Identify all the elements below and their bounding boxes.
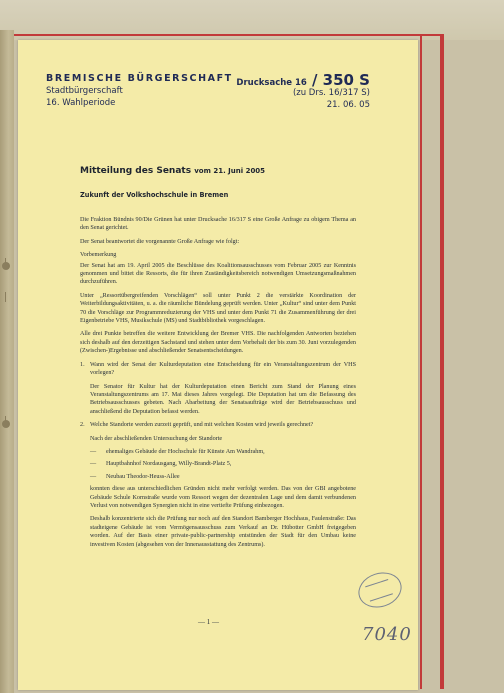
preface-paragraph: Alle drei Punkte betreffen die weitere Entwicklung der Bremer VHS. Die nachfolgenden Antworten beziehen sich deshalb auf den derzeitigen Sachstand und stehen unter dem Vorbehalt der bis zum 30. Juni vorzulegenden (Zwischen-)Ergebnisse und abschließender Senatsentscheidungen. [80,331,356,355]
question-number: 2. [80,422,85,429]
answer-2-paragraph: Deshalb konzentrierte sich die Prüfung nur noch auf den Standort Bamberger Hochhaus, Faulenstraße: Das stadteigene Gebäude ist vom Vermögensausschuss zum Verkauf an Dr. Hübotter GmbH freigegeben worden. Auf der Basis einer private-public-partnership entstünden der Stadt für den Umbau keine investiven Kosten (abgesehen von der Innenausstattung des Zentrums). [90,516,356,548]
answer-1: Der Senator für Kultur hat der Kulturdeputation einen Bericht zum Stand der Planung eines Veranstaltungszentrums am 17. Mai dieses Jahres vorgelegt. Die Deputation hat um die Befassung des Betriebsausschusses gebeten. Nach Abarbeitung der Senatsaufträge wird der Betriebsausschuss und anschließend die Deputation befasst werden. [90,383,356,415]
folder-spine [420,34,442,689]
preface-paragraph: Unter „Ressortübergreifenden Vorschlägen“ soll unter Punkt 2 die verstärkte Koordination der Weiterbildungsaktivitäten, u. a. die räumliche Bündelung geprüft werden. Unter „Kultur“ sind unter dem Punkt 70 die Vorschläge zur Programmreduzierung der VHS und unter dem Punkt 71 die Zusammenführung der drei Eigenbetriebe VHS, Musikschule (MS) und Stadtbibliothek vorgeschlagen. [80,292,356,325]
dash-bullet: — [90,473,97,480]
answer-2-paragraph: konnten diese aus unterschiedlichen Gründen nicht mehr verfolgt werden. Das von der GBI angebotene Gebäude Schule Kornstraße wurde vom Ressort wegen der dezentralen Lage und dem damit verbundenen Verlust von notwendigen Synergien nicht in eine vertiefte Prüfung einbezogen. [90,486,356,509]
preface-heading: Vorbemerkung [80,252,117,259]
binder-strip [0,30,14,693]
document-body [80,216,356,554]
document-date: 21. 06. 05 [326,100,370,110]
punch-hole [2,262,10,270]
location-item: — Hauptbahnhof Nordausgang, Willy-Brandt-Platz 5, [90,461,232,468]
reference-number: (zu Drs. 16/317 S) [292,88,370,98]
answer-intro: Der Senat beantwortet die vorgenannte Große Anfrage wie folgt: [80,238,240,245]
question-text: Wann wird der Senat der Kulturdeputation eine Entscheidung für ein Veranstaltungszentrum der VHS vorlegen? [90,361,356,377]
question-number: 1. [80,361,85,368]
intro-paragraph: Die Fraktion Bündnis 90/Die Grünen hat unter Drucksache 16/317 S eine Große Anfrage zu obigem Thema an den Senat gerichtet. [80,217,356,232]
answer-2-lead: Nach der abschließenden Untersuchung der Standorte [90,435,223,442]
dash-bullet: — [90,461,97,468]
parliament-name: BREMISCHE BÜRGERSCHAFT [46,73,233,84]
question-1 [80,361,356,378]
binder-mark [5,292,11,302]
dash-bullet: — [90,448,97,455]
question-2 [80,421,356,429]
punch-hole [2,420,10,428]
location-item: — ehemaliges Gebäude der Hochschule für Künste Am Wandrahm, [90,448,265,455]
title-block [80,166,370,199]
document-page [18,40,418,690]
preface-paragraph: Der Senat hat am 19. April 2005 die Beschlüsse des Koalitionsausschusses vom Februar 2005 zur Kenntnis genommen und bittet die Ressorts, die für ihren Zuständigkeitsbereich notwendigen Umsetzungsmaßnahmen durchzuführen. [80,262,356,286]
document-subtitle: Zukunft der Volkshochschule in Bremen [80,191,229,199]
legislative-period: 16. Wahlperiode [46,98,116,108]
location-item: — Neubau Theodor-Heuss-Allee [90,473,180,480]
archive-stamp [354,567,406,613]
handwritten-note: 7040 [362,624,412,645]
document-title: Mitteilung des Senats vom 21. Juni 2005 [80,166,266,176]
page-number: — 1 — [198,618,219,626]
drucksache-number [236,70,370,89]
drucksache-label: Drucksache 16 [236,78,307,88]
question-text: Welche Standorte werden zurzeit geprüft, und mit welchen Kosten wird jeweils gerechnet? [90,422,314,429]
chamber-name: Stadtbürgerschaft [46,86,123,96]
drucksache-value: / 350 S [311,71,370,89]
